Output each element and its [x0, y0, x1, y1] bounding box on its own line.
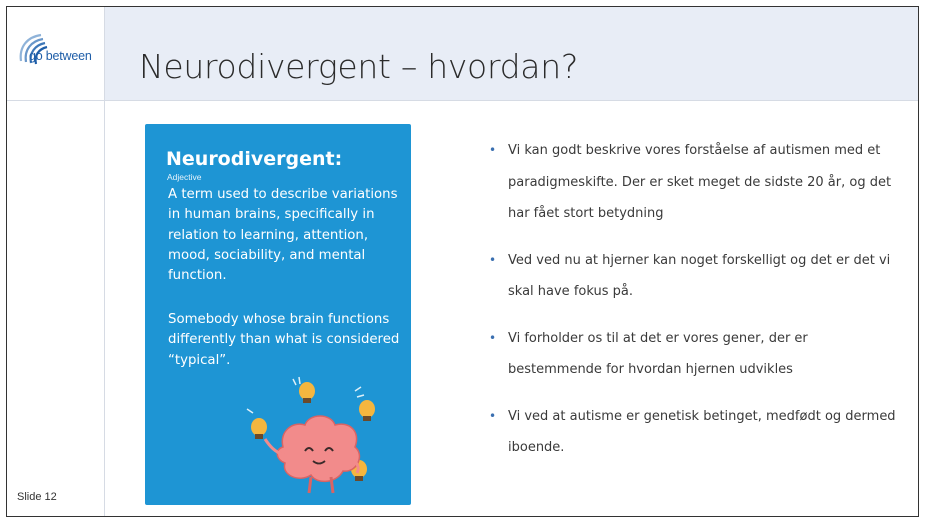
bullet-item [482, 135, 902, 230]
bullet-text: Vi forholder os til at det er vores gener, der er bestemmende for hvordan hjernen udvikles [508, 330, 808, 377]
card-definition-2: Somebody whose brain functions differently than what is considered “typical”. [168, 312, 400, 368]
bullet-text: Vi kan godt beskrive vores forståelse af autismen med et paradigmeskifte. Der er sket meget de sidste 20 år, og det har fået stort betydning [508, 143, 892, 221]
bullet-icon: • [489, 330, 497, 345]
header-divider [7, 100, 919, 101]
bullet-item [482, 245, 902, 308]
bullet-text: Vi ved at autisme er genetisk betinget, medfødt og dermed iboende. [508, 408, 896, 455]
brain-juggling-bulbs-icon [235, 369, 395, 499]
bullet-item [482, 401, 902, 464]
bullet-list [482, 135, 902, 479]
bullet-icon: • [489, 408, 497, 423]
bullet-text: Ved ved nu at hjerner kan noget forskelligt og det er det vi skal have fokus på. [508, 252, 891, 299]
bullet-icon: • [489, 252, 497, 267]
logo-text: go between [29, 49, 92, 63]
slide-number: Slide 12 [17, 491, 57, 503]
card-definition: A term used to describe variations in human brains, specifically in relation to learning, attention, mood, sociability, and mental function. [168, 187, 398, 284]
bullet-icon: • [489, 143, 497, 157]
slide-frame [6, 6, 919, 517]
page-title: Neurodivergent – hvordan? [139, 47, 579, 86]
card-part-of-speech: Adjective [167, 172, 202, 182]
bullet-item [482, 323, 902, 386]
definition-card [145, 124, 411, 505]
sidebar [7, 7, 105, 517]
go-between-logo [13, 29, 101, 77]
card-heading: Neurodivergent: [166, 148, 343, 170]
